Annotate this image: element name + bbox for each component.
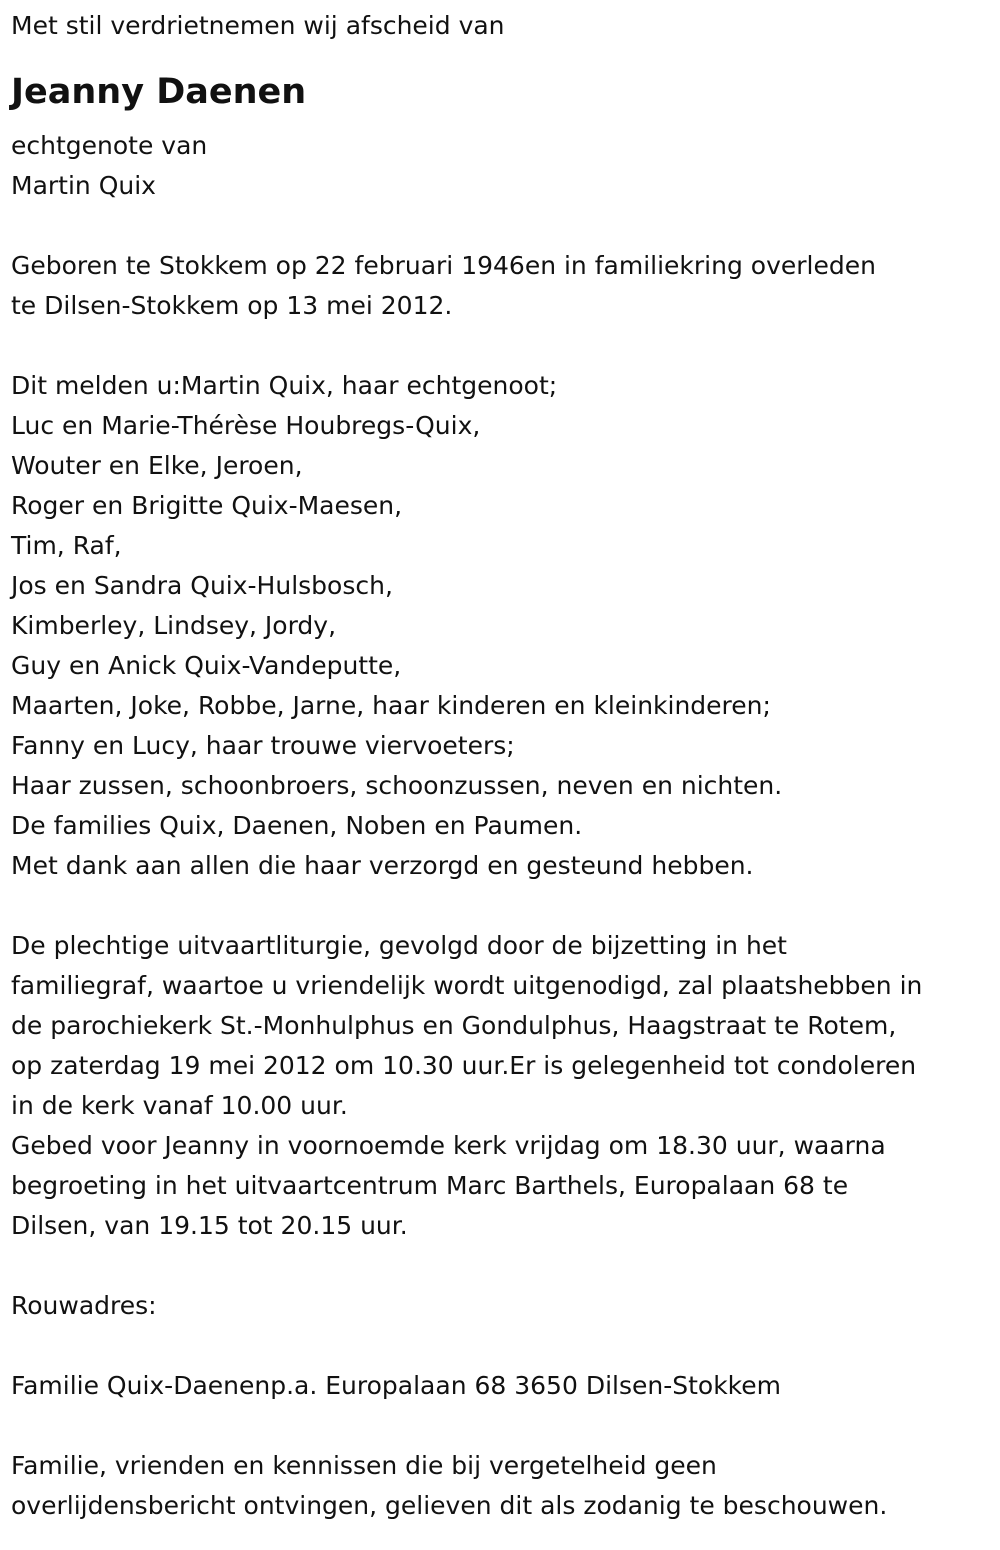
closing-paragraph — [11, 1446, 991, 1526]
family-line: Kimberley, Lindsey, Jordy, — [11, 611, 337, 640]
obituary-notice — [11, 6, 991, 1526]
deceased-name: Jeanny Daenen — [11, 72, 307, 112]
family-line: Wouter en Elke, Jeroen, — [11, 451, 303, 480]
funeral-paragraph — [11, 926, 991, 1246]
birth-death-line: Geboren te Stokkem op 22 februari 1946en in familiekring overleden — [11, 251, 876, 280]
funeral-line: op zaterdag 19 mei 2012 om 10.30 uur.Er is gelegenheid tot condoleren — [11, 1051, 917, 1080]
address-label: Rouwadres: — [11, 1291, 157, 1320]
funeral-line: de parochiekerk St.-Monhulphus en Gondulphus, Haagstraat te Rotem, — [11, 1011, 897, 1040]
deceased-name-block — [11, 72, 991, 126]
family-line: Dit melden u:Martin Quix, haar echtgenoot; — [11, 371, 558, 400]
spouse-name: Martin Quix — [11, 171, 156, 200]
funeral-line: Dilsen, van 19.15 tot 20.15 uur. — [11, 1211, 408, 1240]
birth-death-line: te Dilsen-Stokkem op 13 mei 2012. — [11, 291, 453, 320]
spacer — [11, 1406, 991, 1446]
spacer — [11, 886, 991, 926]
family-line: De families Quix, Daenen, Noben en Paumen. — [11, 811, 583, 840]
family-line: Fanny en Lucy, haar trouwe viervoeters; — [11, 731, 515, 760]
spacer — [11, 1326, 991, 1366]
family-line: Tim, Raf, — [11, 531, 122, 560]
intro-text: Met stil verdrietnemen wij afscheid van — [11, 11, 505, 40]
closing-line: overlijdensbericht ontvingen, gelieven dit als zodanig te beschouwen. — [11, 1491, 888, 1520]
family-line: Jos en Sandra Quix-Hulsbosch, — [11, 571, 393, 600]
birth-death-paragraph — [11, 246, 991, 326]
family-line: Met dank aan allen die haar verzorgd en gesteund hebben. — [11, 851, 754, 880]
spacer — [11, 326, 991, 366]
spacer — [11, 1246, 991, 1286]
spacer — [11, 46, 991, 72]
family-line: Maarten, Joke, Robbe, Jarne, haar kinderen en kleinkinderen; — [11, 691, 771, 720]
family-line: Luc en Marie-Thérèse Houbregs-Quix, — [11, 411, 481, 440]
family-line: Guy en Anick Quix-Vandeputte, — [11, 651, 402, 680]
funeral-line: in de kerk vanaf 10.00 uur. — [11, 1091, 348, 1120]
spouse-label: echtgenote van — [11, 131, 208, 160]
funeral-line: familiegraf, waartoe u vriendelijk wordt uitgenodigd, zal plaatshebben in — [11, 971, 923, 1000]
family-line: Roger en Brigitte Quix-Maesen, — [11, 491, 403, 520]
funeral-line: De plechtige uitvaartliturgie, gevolgd door de bijzetting in het — [11, 931, 787, 960]
mourning-address: Familie Quix-Daenenp.a. Europalaan 68 3650 Dilsen-Stokkem — [11, 1371, 781, 1400]
closing-line: Familie, vrienden en kennissen die bij vergetelheid geen — [11, 1451, 717, 1480]
family-line: Haar zussen, schoonbroers, schoonzussen, neven en nichten. — [11, 771, 783, 800]
funeral-line: Gebed voor Jeanny in voornoemde kerk vrijdag om 18.30 uur, waarna — [11, 1131, 886, 1160]
funeral-line: begroeting in het uitvaartcentrum Marc Barthels, Europalaan 68 te — [11, 1171, 849, 1200]
spacer — [11, 206, 991, 246]
family-list — [11, 366, 991, 886]
